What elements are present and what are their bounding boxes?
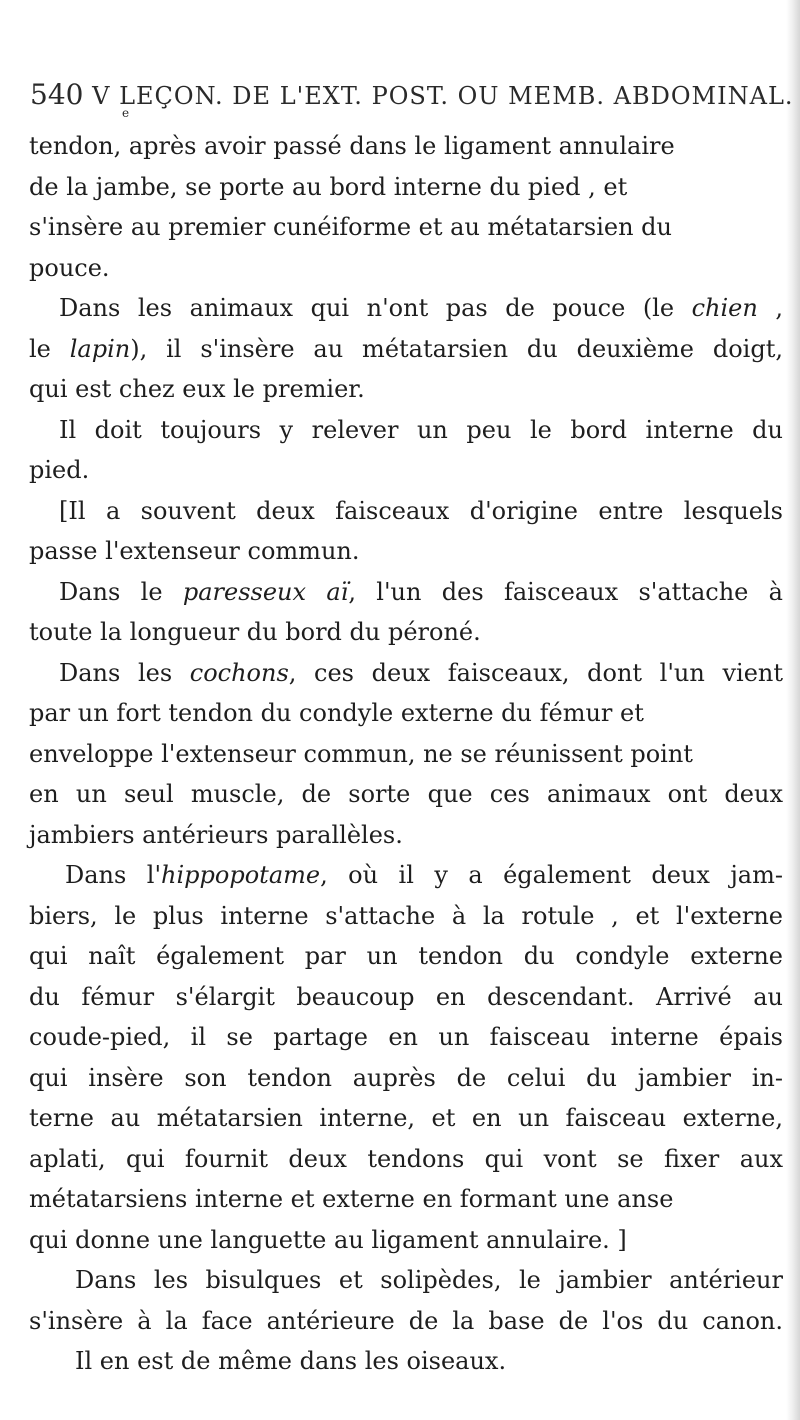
text-run: Dans les [59,658,190,687]
text-line: jambiers antérieurs parallèles. [29,820,403,849]
text-run: , [757,294,783,322]
text-line: terne au métatarsien interne, et en un faisceau externe, [29,1104,783,1132]
text-line: pouce. [29,253,110,282]
printer-mark: e [122,106,131,120]
italic-term: chien [691,294,758,322]
text-run: , l'un des faisceaux s'attache à [348,577,783,606]
text-line: qui donne une languette au ligament annulaire. ] [29,1225,627,1254]
text-line: s'insère à la face antérieure de la base de l'os du canon. [29,1306,783,1335]
text-run: Dans l' [65,861,162,889]
text-line: Il doit toujours y relever un peu le bord interne du [59,415,783,444]
italic-term: lapin [69,334,131,363]
text-line: en un seul muscle, de sorte que ces animaux ont deux [29,780,783,808]
text-line [29,288,791,329]
running-header [30,78,794,120]
text-line: qui insère son tendon auprès de celui du jambier in- [29,1063,783,1092]
text-line: qui est chez eux le premier. [29,375,365,403]
page-number: 540 [30,78,84,111]
text-run: Dans le [59,577,183,606]
text-line [29,572,791,613]
text-line: tendon, après avoir passé dans le ligament annulaire [29,132,675,160]
text-run: , où il y a également deux jam- [320,861,783,889]
text-run: le [29,334,70,363]
text-line [29,329,791,370]
text-line: aplati, qui fournit deux tendons qui vont se fixer aux [29,1144,783,1173]
text-line: par un fort tendon du condyle externe du fémur et [29,699,644,727]
text-line: Dans les bisulques et solipèdes, le jambier antérieur [75,1266,783,1294]
text-line: qui naît également par un tendon du condyle externe [29,942,783,970]
text-line [29,653,791,694]
text-line: biers, le plus interne s'attache à la rotule , et l'externe [29,901,783,930]
text-line: coude-pied, il se partage en un faisceau interne épais [29,1023,783,1051]
text-line: métatarsiens interne et externe en formant une anse [29,1185,674,1213]
italic-term: cochons [189,658,289,687]
lecon-numeral: V [92,82,111,110]
text-run: ), il s'insère au métatarsien du deuxième doigt, [130,334,783,363]
text-line: passe l'extenseur commun. [29,537,360,565]
italic-term: hippopotame [161,861,321,889]
text-line [29,855,791,896]
page-body-text [29,126,791,1382]
text-line: s'insère au premier cunéiforme et au métatarsien du [29,213,672,241]
text-line: de la jambe, se porte au bord interne du pied , et [29,172,628,201]
text-line: toute la longueur du bord du péroné. [29,618,481,646]
text-run: , ces deux faisceaux, dont l'un vient [288,658,783,687]
running-title: LEÇON. DE L'EXT. POST. OU MEMB. ABDOMINAL. [119,82,794,110]
text-line: pied. [29,456,90,484]
text-line: enveloppe l'extenseur commun, ne se réunissent point [29,739,693,768]
text-line: du fémur s'élargit beaucoup en descendant. Arrivé au [29,982,783,1011]
text-run: Dans les animaux qui n'ont pas de pouce (le [59,294,692,322]
italic-term: paresseux aï [182,577,349,606]
text-line: [Il a souvent deux faisceaux d'origine entre lesquels [59,496,783,525]
text-line: Il en est de même dans les oiseaux. [75,1347,507,1375]
